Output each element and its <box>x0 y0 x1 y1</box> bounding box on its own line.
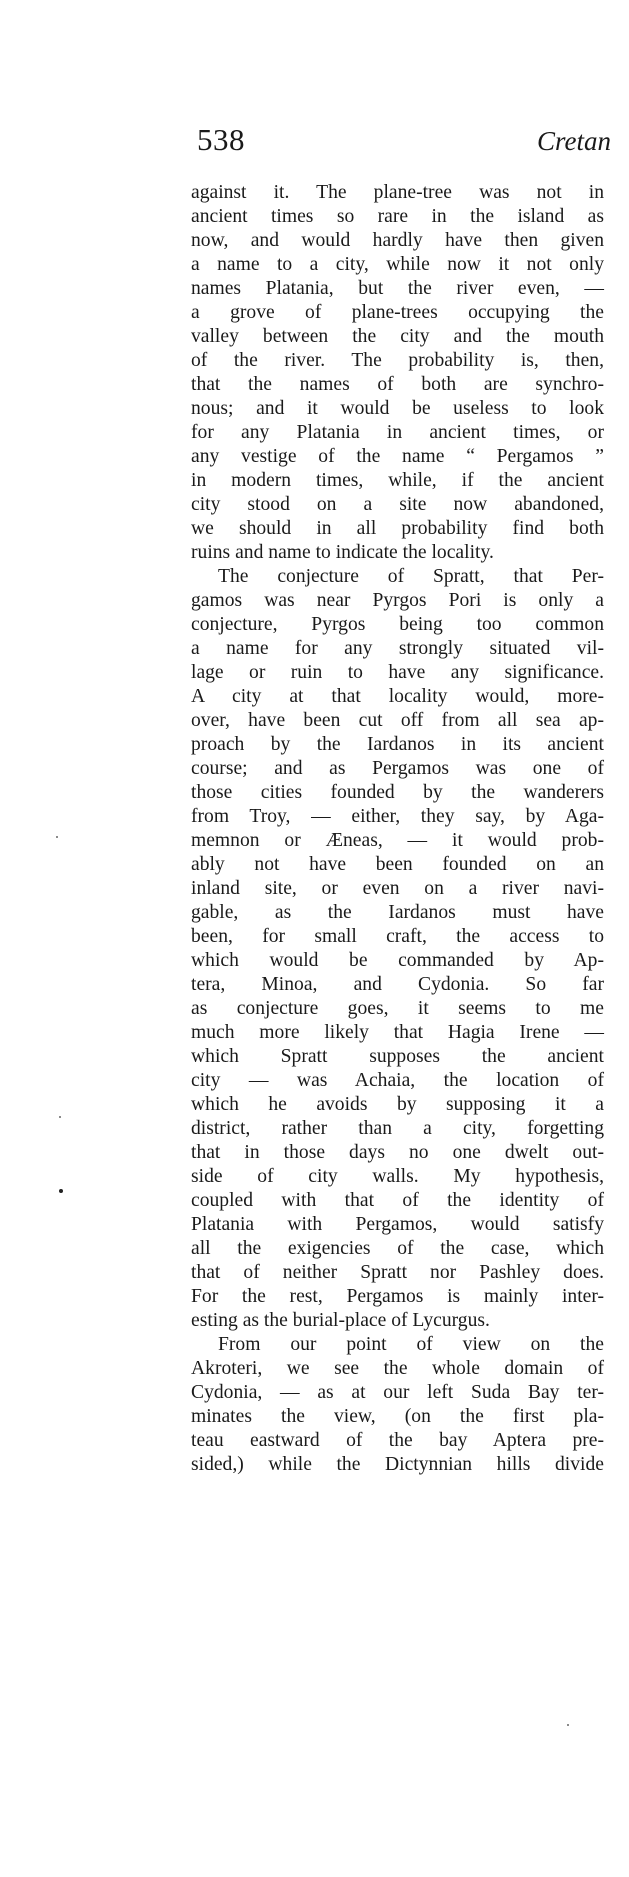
scan-speck <box>56 836 58 838</box>
text-line: coupled with that of the identity of <box>191 1190 604 1211</box>
text-line: valley between the city and the mouth <box>191 326 604 347</box>
text-line: gable, as the Iardanos must have <box>191 902 604 923</box>
text-line: lage or ruin to have any significance. <box>191 662 604 683</box>
text-line: ably not have been founded on an <box>191 854 604 875</box>
scan-speck <box>59 1189 63 1193</box>
text-line: a name for any strongly situated vil- <box>191 638 604 659</box>
text-line: memnon or Æneas, — it would prob- <box>191 830 604 851</box>
text-line: in modern times, while, if the ancient <box>191 470 604 491</box>
text-line: over, have been cut off from all sea ap- <box>191 710 604 731</box>
scan-speck <box>59 1116 61 1118</box>
page-number: 538 <box>197 122 245 157</box>
text-line: For the rest, Pergamos is mainly inter- <box>191 1286 604 1307</box>
text-line: we should in all probability find both <box>191 518 604 539</box>
text-line: now, and would hardly have then given <box>191 230 604 251</box>
text-line: much more likely that Hagia Irene — <box>191 1022 604 1043</box>
scan-speck <box>567 1724 569 1726</box>
text-line: course; and as Pergamos was one of <box>191 758 604 779</box>
text-line: city — was Achaia, the location of <box>191 1070 604 1091</box>
text-line: all the exigencies of the case, which <box>191 1238 604 1259</box>
running-head: Cretan <box>537 126 611 156</box>
text-line: tera, Minoa, and Cydonia. So far <box>191 974 604 995</box>
text-line: that of neither Spratt nor Pashley does. <box>191 1262 604 1283</box>
text-line: any vestige of the name “ Pergamos ” <box>191 446 604 467</box>
text-line: against it. The plane-tree was not in <box>191 182 604 203</box>
text-line: that in those days no one dwelt out- <box>191 1142 604 1163</box>
text-line: city stood on a site now abandoned, <box>191 494 604 515</box>
text-line: inland site, or even on a river navi- <box>191 878 604 899</box>
text-line: district, rather than a city, forgetting <box>191 1118 604 1139</box>
text-line: nous; and it would be useless to look <box>191 398 604 419</box>
text-line: which Spratt supposes the ancient <box>191 1046 604 1067</box>
text-line: for any Platania in ancient times, or <box>191 422 604 443</box>
text-line: which he avoids by supposing it a <box>191 1094 604 1115</box>
text-line: of the river. The probability is, then, <box>191 350 604 371</box>
text-line: a grove of plane-trees occupying the <box>191 302 604 323</box>
text-line: a name to a city, while now it not only <box>191 254 604 275</box>
body-text <box>191 181 604 1477</box>
text-line: Akroteri, we see the whole domain of <box>191 1358 604 1379</box>
text-line: names Platania, but the river even, — <box>191 278 604 299</box>
text-line: Cydonia, — as at our left Suda Bay ter- <box>191 1382 604 1403</box>
text-line: ruins and name to indicate the locality. <box>191 542 494 563</box>
text-line: proach by the Iardanos in its ancient <box>191 734 604 755</box>
text-line: from Troy, — either, they say, by Aga- <box>191 806 604 827</box>
text-line: esting as the burial-place of Lycurgus. <box>191 1310 490 1331</box>
text-line: which would be commanded by Ap- <box>191 950 604 971</box>
paragraph-start-line: From our point of view on the <box>218 1334 604 1355</box>
paragraph-start-line: The conjecture of Spratt, that Per- <box>218 566 604 587</box>
text-line: minates the view, (on the first pla- <box>191 1406 604 1427</box>
text-line: Platania with Pergamos, would satisfy <box>191 1214 604 1235</box>
text-line: been, for small craft, the access to <box>191 926 604 947</box>
text-line: teau eastward of the bay Aptera pre- <box>191 1430 604 1451</box>
text-line: side of city walls. My hypothesis, <box>191 1166 604 1187</box>
text-line: those cities founded by the wanderers <box>191 782 604 803</box>
text-line: conjecture, Pyrgos being too common <box>191 614 604 635</box>
text-line: A city at that locality would, more- <box>191 686 604 707</box>
text-line: gamos was near Pyrgos Pori is only a <box>191 590 604 611</box>
text-line: that the names of both are synchro- <box>191 374 604 395</box>
text-line: as conjecture goes, it seems to me <box>191 998 604 1019</box>
text-line: sided,) while the Dictynnian hills divide <box>191 1454 604 1475</box>
text-line: ancient times so rare in the island as <box>191 206 604 227</box>
